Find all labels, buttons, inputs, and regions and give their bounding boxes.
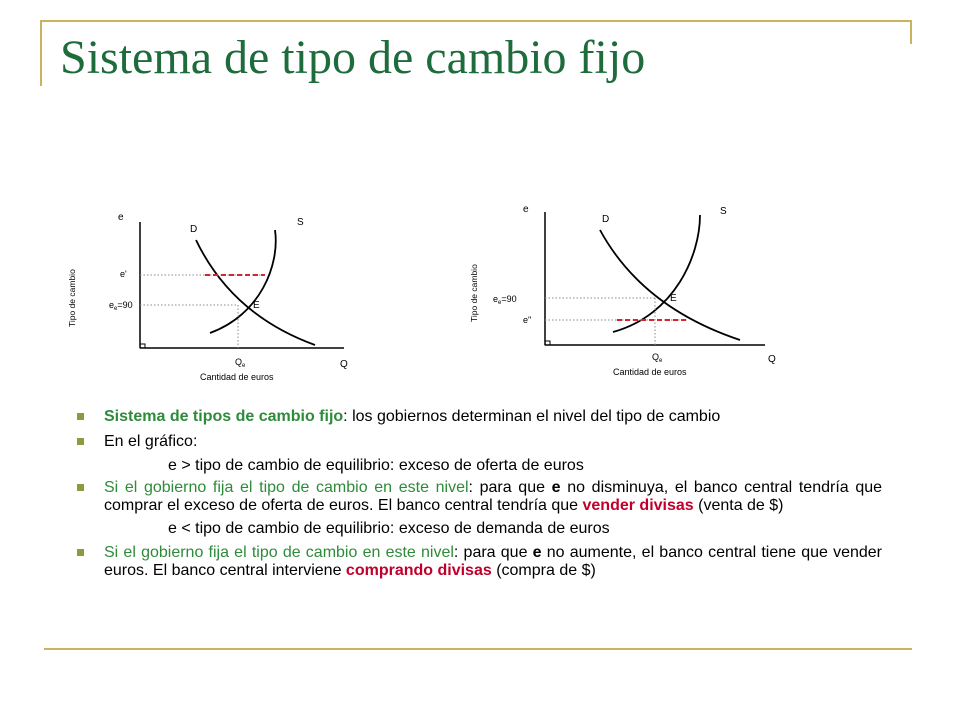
bullet-square-icon bbox=[77, 549, 84, 556]
border-left-line bbox=[40, 20, 42, 86]
q-eq-label: $Q_e$ bbox=[235, 357, 246, 369]
supply-label: S bbox=[297, 217, 304, 228]
sub-item-excess-supply: e > tipo de cambio de equilibrio: exceso de oferta de euros bbox=[168, 457, 584, 474]
x-axis-label: Q bbox=[340, 359, 348, 370]
supply-label: S bbox=[720, 206, 727, 217]
equilibrium-point-label: E bbox=[670, 293, 677, 304]
x-axis-label: Q bbox=[768, 354, 776, 365]
border-right-line bbox=[910, 20, 912, 44]
fixed-rate-condition: Si el gobierno fija el tipo de cambio en este nivel bbox=[104, 544, 454, 561]
slide-title: Sistema de tipo de cambio fijo bbox=[60, 31, 646, 84]
demand-label: D bbox=[190, 224, 198, 235]
right-supply-demand-diagram bbox=[465, 200, 785, 380]
left-supply-demand-diagram bbox=[60, 205, 370, 385]
y-axis-label: e bbox=[523, 204, 529, 215]
bullet-item-graph bbox=[72, 433, 882, 451]
fixed-rate-condition: Si el gobierno fija el tipo de cambio en este nivel bbox=[104, 479, 469, 496]
sub-item-excess-demand: e < tipo de cambio de equilibrio: exceso de demanda de euros bbox=[168, 520, 610, 537]
y-axis-title: Tipo de cambio bbox=[67, 269, 77, 327]
e-low-label: e'' bbox=[523, 315, 532, 325]
supply-curve bbox=[210, 230, 276, 333]
border-top-line bbox=[40, 20, 912, 22]
definition-text: : los gobiernos determinan el nivel del tipo de cambio bbox=[343, 408, 721, 425]
bullet-square-icon bbox=[77, 413, 84, 420]
bullet-square-icon bbox=[77, 438, 84, 445]
demand-label: D bbox=[602, 214, 610, 225]
bullet-square-icon bbox=[77, 484, 84, 491]
bullet-list bbox=[72, 408, 882, 580]
definition-term: Sistema de tipos de cambio fijo bbox=[104, 408, 344, 425]
supply-curve bbox=[613, 215, 700, 332]
bullet-item-definition bbox=[72, 408, 882, 426]
graph-intro-text: En el gráfico: bbox=[104, 433, 198, 450]
y-axis-title: Tipo de cambio bbox=[469, 264, 479, 322]
bullet-item-buy-currency: Si el gobierno fija el tipo de cambio en este nivel: para que e no aumente, el banco central tiene que vender euros. El banco central interviene comprando divisas (compra de $) bbox=[72, 544, 882, 580]
equilibrium-point-label: E bbox=[253, 300, 260, 311]
e-high-label: e' bbox=[120, 269, 127, 279]
x-axis-title: Cantidad de euros bbox=[613, 367, 687, 377]
border-bottom-line bbox=[44, 648, 912, 650]
x-axis-title: Cantidad de euros bbox=[200, 372, 274, 382]
e-eq-label: $e_e=90$ bbox=[109, 300, 133, 312]
demand-curve bbox=[600, 230, 740, 340]
q-eq-label: $Q_e$ bbox=[652, 352, 663, 364]
e-eq-label: $e_e=90$ bbox=[493, 294, 517, 306]
demand-curve bbox=[196, 240, 315, 345]
buy-currency-highlight: comprando divisas bbox=[345, 562, 492, 579]
sell-currency-highlight: vender divisas bbox=[582, 497, 694, 514]
y-axis-label: e bbox=[118, 212, 124, 223]
bullet-item-sell-currency: Si el gobierno fija el tipo de cambio en este nivel: para que e no disminuya, el banco central tendría que comprar el exceso de oferta de euros. El banco central tendría que vender divisas (venta de $) bbox=[72, 479, 882, 515]
